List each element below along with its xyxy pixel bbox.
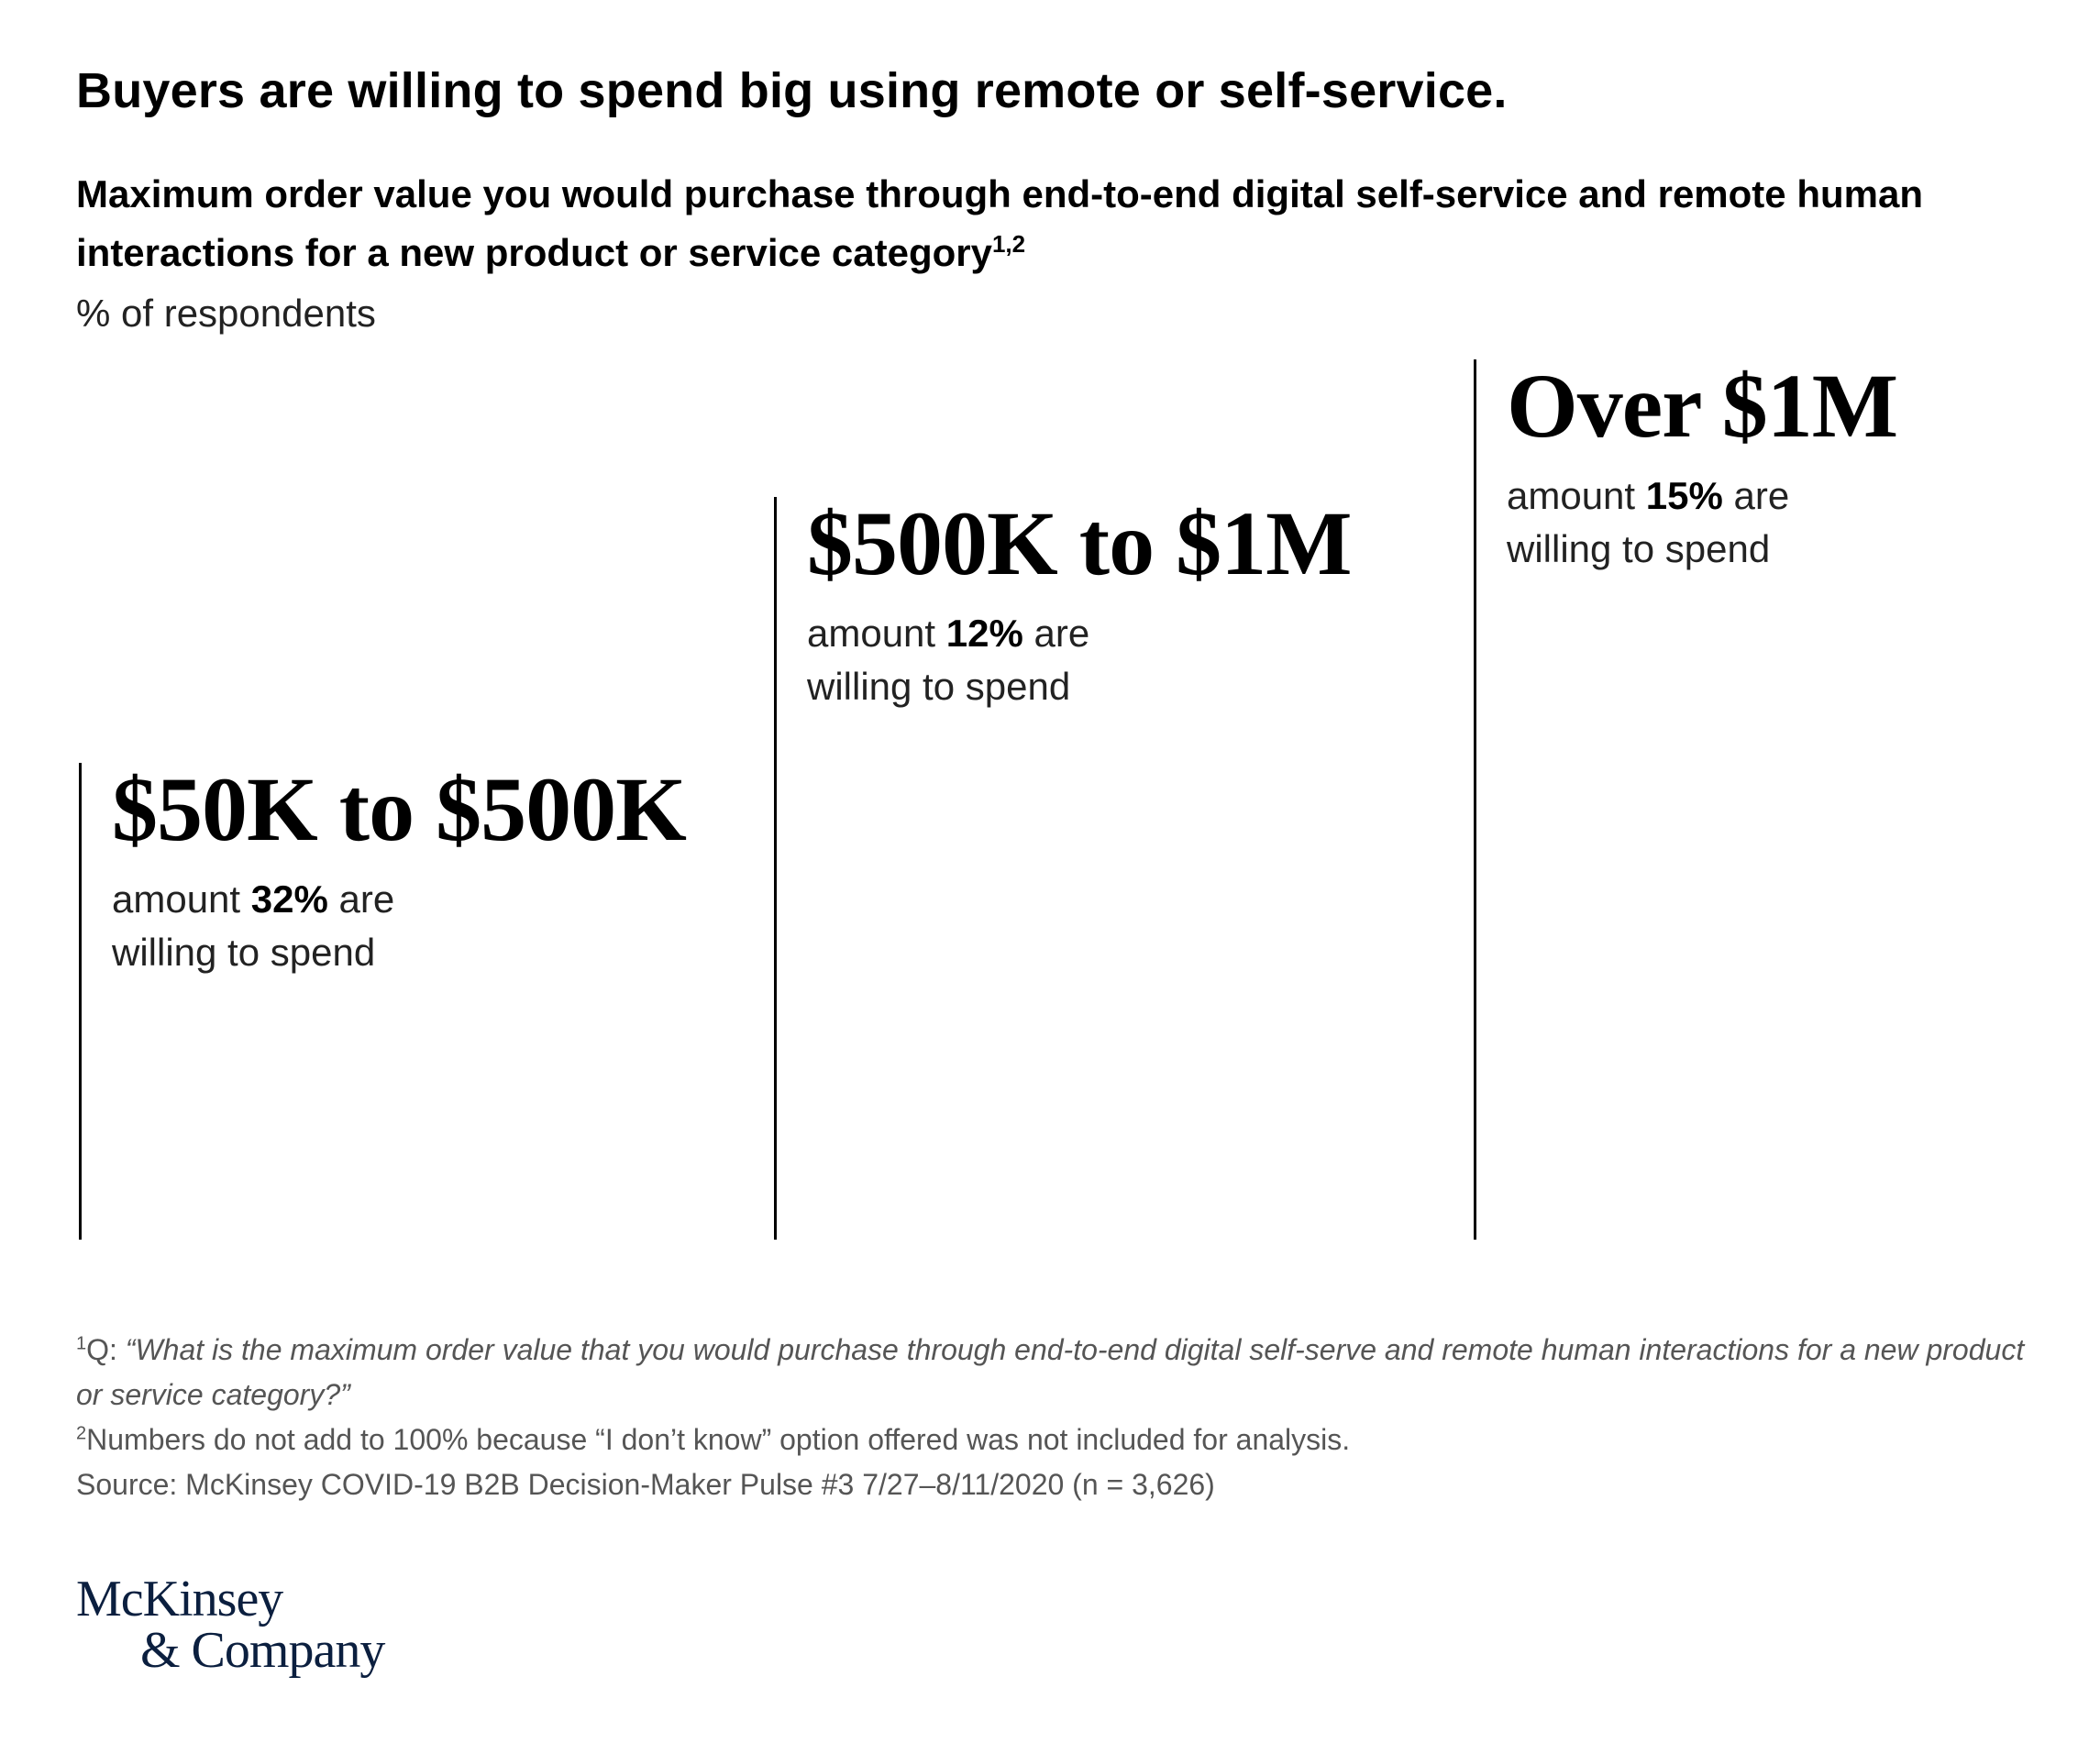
source-note: Source: McKinsey COVID-19 B2B Decision-Maker Pulse #3 7/27–8/11/2020 (n = 3,626) — [76, 1468, 1215, 1501]
value-label-prefix: amount — [807, 612, 946, 655]
bar-rule-1 — [79, 763, 82, 1240]
bar-label-group-1 — [112, 759, 686, 979]
bar-label-group-3 — [1507, 356, 1897, 576]
value-label-percent: 15% — [1645, 474, 1723, 517]
value-label-3 — [1507, 469, 1892, 576]
value-label-prefix: amount — [112, 877, 251, 921]
mckinsey-logo — [76, 1571, 385, 1679]
value-label-suffix: are willing to spend — [112, 877, 395, 974]
chart-subtitle — [76, 165, 2075, 282]
chart-title: Buyers are willing to spend big using remote or self-service. — [76, 63, 1508, 118]
bar-rule-2 — [774, 497, 777, 1240]
footnote-1 — [76, 1328, 2039, 1418]
bar-label-group-2 — [807, 493, 1351, 713]
footnote-2-text: Numbers do not add to 100% because “I don’t know” option offered was not included for analysis. — [86, 1423, 1351, 1456]
value-label-suffix: are willing to spend — [807, 612, 1090, 708]
value-label-percent: 32% — [250, 877, 328, 921]
subtitle-footnote-marker: 1,2 — [991, 230, 1026, 258]
value-label-2 — [807, 607, 1192, 713]
logo-line-1: McKinsey — [76, 1571, 283, 1627]
footnote-2 — [76, 1418, 2039, 1462]
unit-label: % of respondents — [76, 292, 376, 335]
category-label-2: $500K to $1M — [807, 492, 1352, 594]
value-label-1 — [112, 873, 497, 979]
value-label-suffix: are willing to spend — [1507, 474, 1790, 570]
bar-rule-3 — [1474, 359, 1476, 1240]
value-label-percent: 12% — [945, 612, 1023, 655]
footnote-1-question: “What is the maximum order value that you would purchase through end-to-end digital self-serve and remote human interactions for a new product or service category?” — [76, 1333, 2025, 1411]
footnote-1-marker: 1 — [76, 1333, 87, 1354]
footnotes — [76, 1328, 2039, 1507]
subtitle-text: Maximum order value you would purchase through end-to-end digital self-service and remote human interactions for a new product or service category — [76, 172, 1923, 274]
logo-line-2: & Company — [140, 1622, 385, 1679]
footnote-2-marker: 2 — [76, 1423, 87, 1444]
category-label-1: $50K to $500K — [112, 758, 686, 860]
category-label-3: Over $1M — [1507, 355, 1898, 457]
value-label-prefix: amount — [1507, 474, 1646, 517]
footnote-1-lead: Q: — [86, 1333, 126, 1366]
